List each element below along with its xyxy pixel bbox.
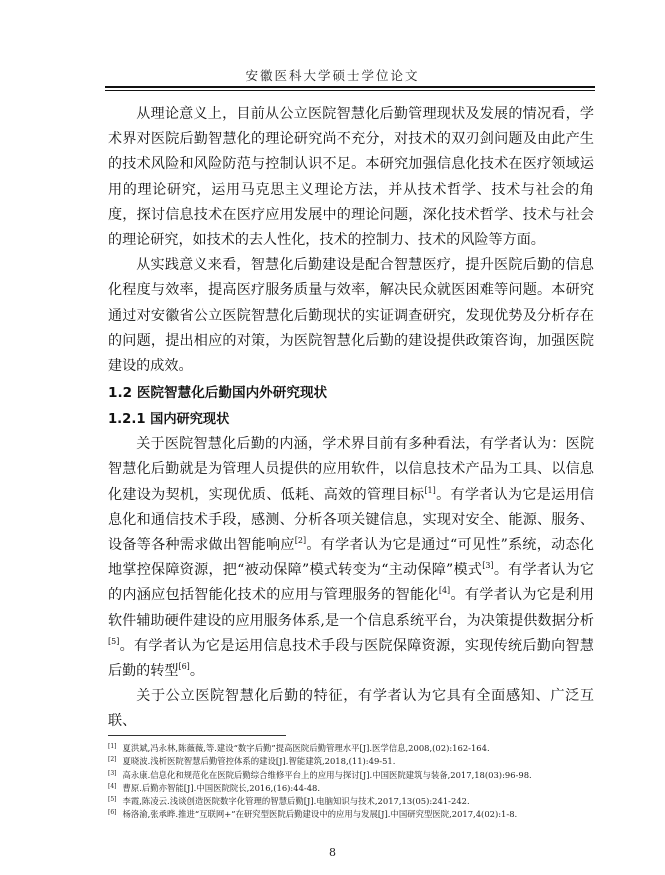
footnote-text: 杨洛渝,张承晔.推进“互联网+”在研究型医院后勤建设中的应用与发展[J].中国研究型医院,2017,4(02):1-8. — [122, 809, 518, 820]
footnotes — [108, 741, 598, 821]
footnote-rule — [108, 735, 286, 736]
citation-5: [5] — [108, 636, 120, 646]
subsection-heading-1-2-1: 1.2.1 国内研究现状 — [108, 412, 230, 428]
footnote-4 — [108, 781, 598, 794]
text-segment: 。有学者认为它的内涵应包括智能化技术的应用与管理服务的智能化 — [108, 562, 595, 604]
text-segment: 。有学者认为它是通过“可见性”系统，动态化地掌控保障资源，把“被动保障”模式转变为“主动保障”模式 — [108, 537, 594, 579]
footnote-text: 夏晓波.浅析医院智慧后勤管控体系的建设[J].智能建筑,2018,(11):49-51. — [122, 756, 396, 767]
footnote-1 — [108, 741, 598, 754]
footnote-mark: [2] — [108, 756, 117, 764]
footnote-text: 高永康.信息化和规范化在医院后勤综合维修平台上的应用与探讨[J].中国医院建筑与装备,2017,18(03):96-98. — [122, 769, 532, 780]
citation-3: [3] — [482, 561, 494, 571]
footnote-mark: [4] — [108, 782, 117, 790]
section-heading-1-2: 1.2 医院智慧化后勤国内外研究现状 — [108, 385, 328, 402]
paragraph-theoretical-significance: 从理论意义上，目前从公立医院智慧化后勤管理现状及发展的情况看，学术界对医院后勤智慧化的理论研究尚不充分，对技术的双刃剑问题及由此产生的技术风险和风险防范与控制认识不足。本研究加强信息化技术在医疗领域运用的理论研究，运用马克思主义理论方法，并从技术哲学、技术与社会的角度，探讨信息技术在医疗应用发展中的理论问题，深化技术哲学、技术与社会的理论研究，如技术的去人性化，技术的控制力、技术的风险等方面。 — [108, 106, 594, 249]
footnote-text: 曹原.后勤亦智能[J].中国医院院长,2016,(16):44-48. — [122, 782, 321, 793]
paragraph-practical-significance: 从实践意义来看，智慧化后勤建设是配合智慧医疗，提升医院后勤的信息化程度与效率，提高医疗服务质量与效率，解决民众就医困难等问题。本研究通过对安徽省公立医院智慧化后勤现状的实证调查研究，发现优势及分析存在的问题，提出相应的对策，为医院智慧化后勤的建设提供政策咨询，加强医院建设的成效。 — [108, 257, 594, 375]
text-segment: 关于医院智慧化后勤的内涵，学术界目前有多种看法，有学者认为：医院智慧化后勤就是为管理人员提供的应用软件，以信息技术产品为工具、以信息化建设为契机，实现优质、低耗、高效的管理目标 — [108, 436, 594, 503]
footnote-text: 夏洪斌,冯永林,陈薇薇,等.建设“数字后勤”提高医院后勤管理水平[J].医学信息,2008,(02):162-164. — [122, 743, 490, 753]
paragraph-connotation — [108, 432, 594, 684]
paragraph-features: 关于公立医院智慧化后勤的特征，有学者认为它具有全面感知、广泛互联、 — [108, 688, 594, 730]
page-number: 8 — [329, 846, 336, 859]
text-segment: 。有学者认为它是利用软件辅助硬件建设的应用服务体系,是一个信息系统平台，为决策提供数据分析 — [108, 587, 595, 629]
text-segment: 。有学者认为它是运用信息技术手段与医院保障资源，实现传统后勤向智慧后勤的转型 — [108, 637, 594, 680]
text-segment: 。有学者认为它是运用信息化和通信技术手段，感测、分析各项关键信息，实现对安全、能源、服务、设备等各种需求做出智能响应 — [108, 486, 594, 554]
footnote-mark: [5] — [108, 796, 117, 804]
citation-4: [4] — [438, 586, 451, 596]
footnote-mark: [1] — [108, 743, 117, 750]
footnote-5 — [108, 794, 598, 807]
body-text — [108, 102, 594, 735]
header-rule — [105, 86, 595, 91]
footnote-mark: [6] — [108, 809, 117, 817]
citation-2: [2] — [294, 536, 307, 546]
footnote-3 — [108, 768, 598, 781]
running-header: 安徽医科大学硕士学位论文 — [245, 68, 420, 83]
citation-6: [6] — [178, 662, 190, 672]
footnote-mark: [3] — [108, 769, 117, 777]
footnote-6 — [108, 807, 598, 820]
text-segment: 。 — [189, 663, 204, 680]
footnote-2 — [108, 754, 598, 767]
citation-1: [1] — [424, 485, 436, 495]
footnote-text: 李霞,陈凌云.浅谈创造医院数字化管理的智慧后勤[J].电脑知识与技术,2017,13(05):241-242. — [122, 796, 470, 807]
